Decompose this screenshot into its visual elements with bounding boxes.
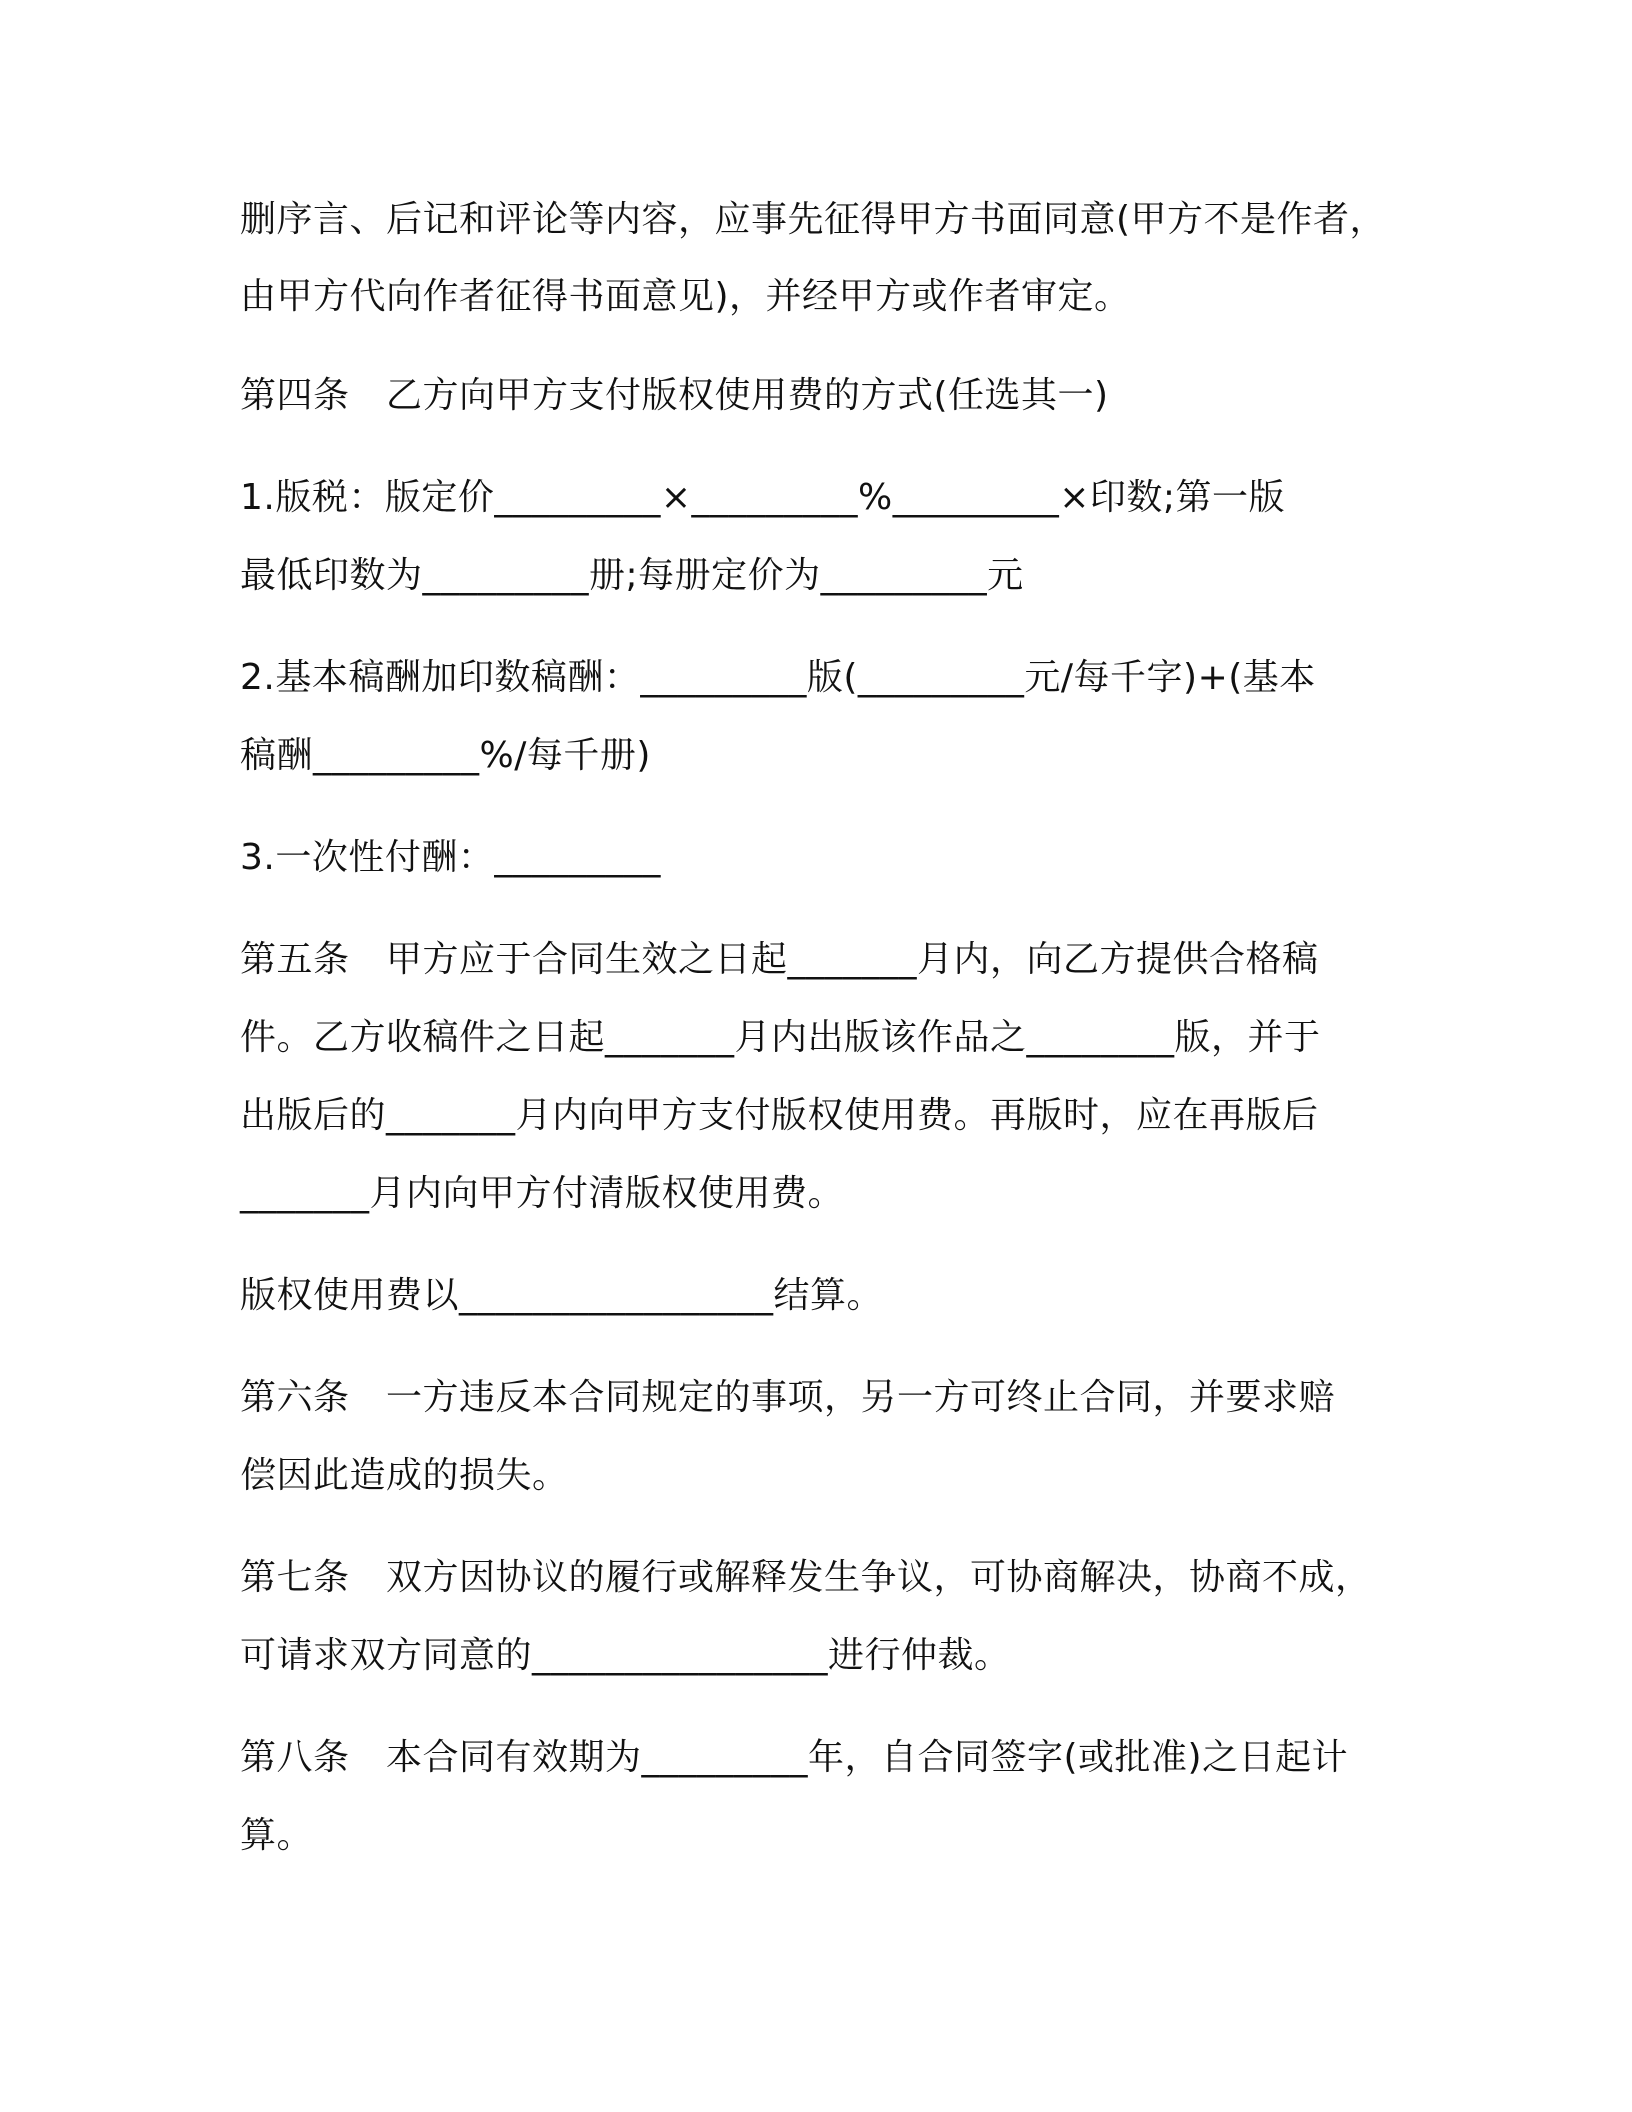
article-7-line: 第七条 双方因协议的履行或解释发生争议，可协商解决，协商不成， (240, 1557, 1372, 1598)
article-7-line: 可请求双方同意的________________进行仲裁。 (240, 1635, 1011, 1676)
option-2-line: 2.基本稿酬加印数稿酬：_________版(_________元/每千字)+(基本 (240, 657, 1316, 698)
article-8-line: 第八条 本合同有效期为_________年，自合同签字(或批准)之日起计 (240, 1737, 1349, 1778)
article-6-line: 偿因此造成的损失。 (240, 1455, 569, 1496)
article-6-line: 第六条 一方违反本合同规定的事项，另一方可终止合同，并要求赔 (240, 1377, 1336, 1418)
article-5-line: _______月内向甲方付清版权使用费。 (240, 1173, 845, 1214)
article-5-line: 件。乙方收稿件之日起_______月内出版该作品之________版，并于 (240, 1017, 1321, 1058)
settlement-line: 版权使用费以_________________结算。 (240, 1275, 884, 1316)
option-3-line: 3.一次性付酬：_________ (240, 837, 661, 878)
paragraph-line: 删序言、后记和评论等内容，应事先征得甲方书面同意(甲方不是作者， (240, 199, 1387, 240)
option-1-line: 最低印数为_________册;每册定价为_________元 (240, 555, 1024, 596)
article-4-heading: 第四条 乙方向甲方支付版权使用费的方式(任选其一) (240, 375, 1109, 416)
option-1-line: 1.版税：版定价_________×_________%_________×印数;第一版 (240, 477, 1286, 518)
article-5-line: 第五条 甲方应于合同生效之日起_______月内，向乙方提供合格稿 (240, 939, 1319, 980)
paragraph-line: 由甲方代向作者征得书面意见)，并经甲方或作者审定。 (240, 276, 1131, 317)
option-2-line: 稿酬_________%/每千册) (240, 735, 651, 776)
article-5-line: 出版后的_______月内向甲方支付版权使用费。再版时，应在再版后 (240, 1095, 1319, 1136)
article-8-line: 算。 (240, 1815, 314, 1856)
